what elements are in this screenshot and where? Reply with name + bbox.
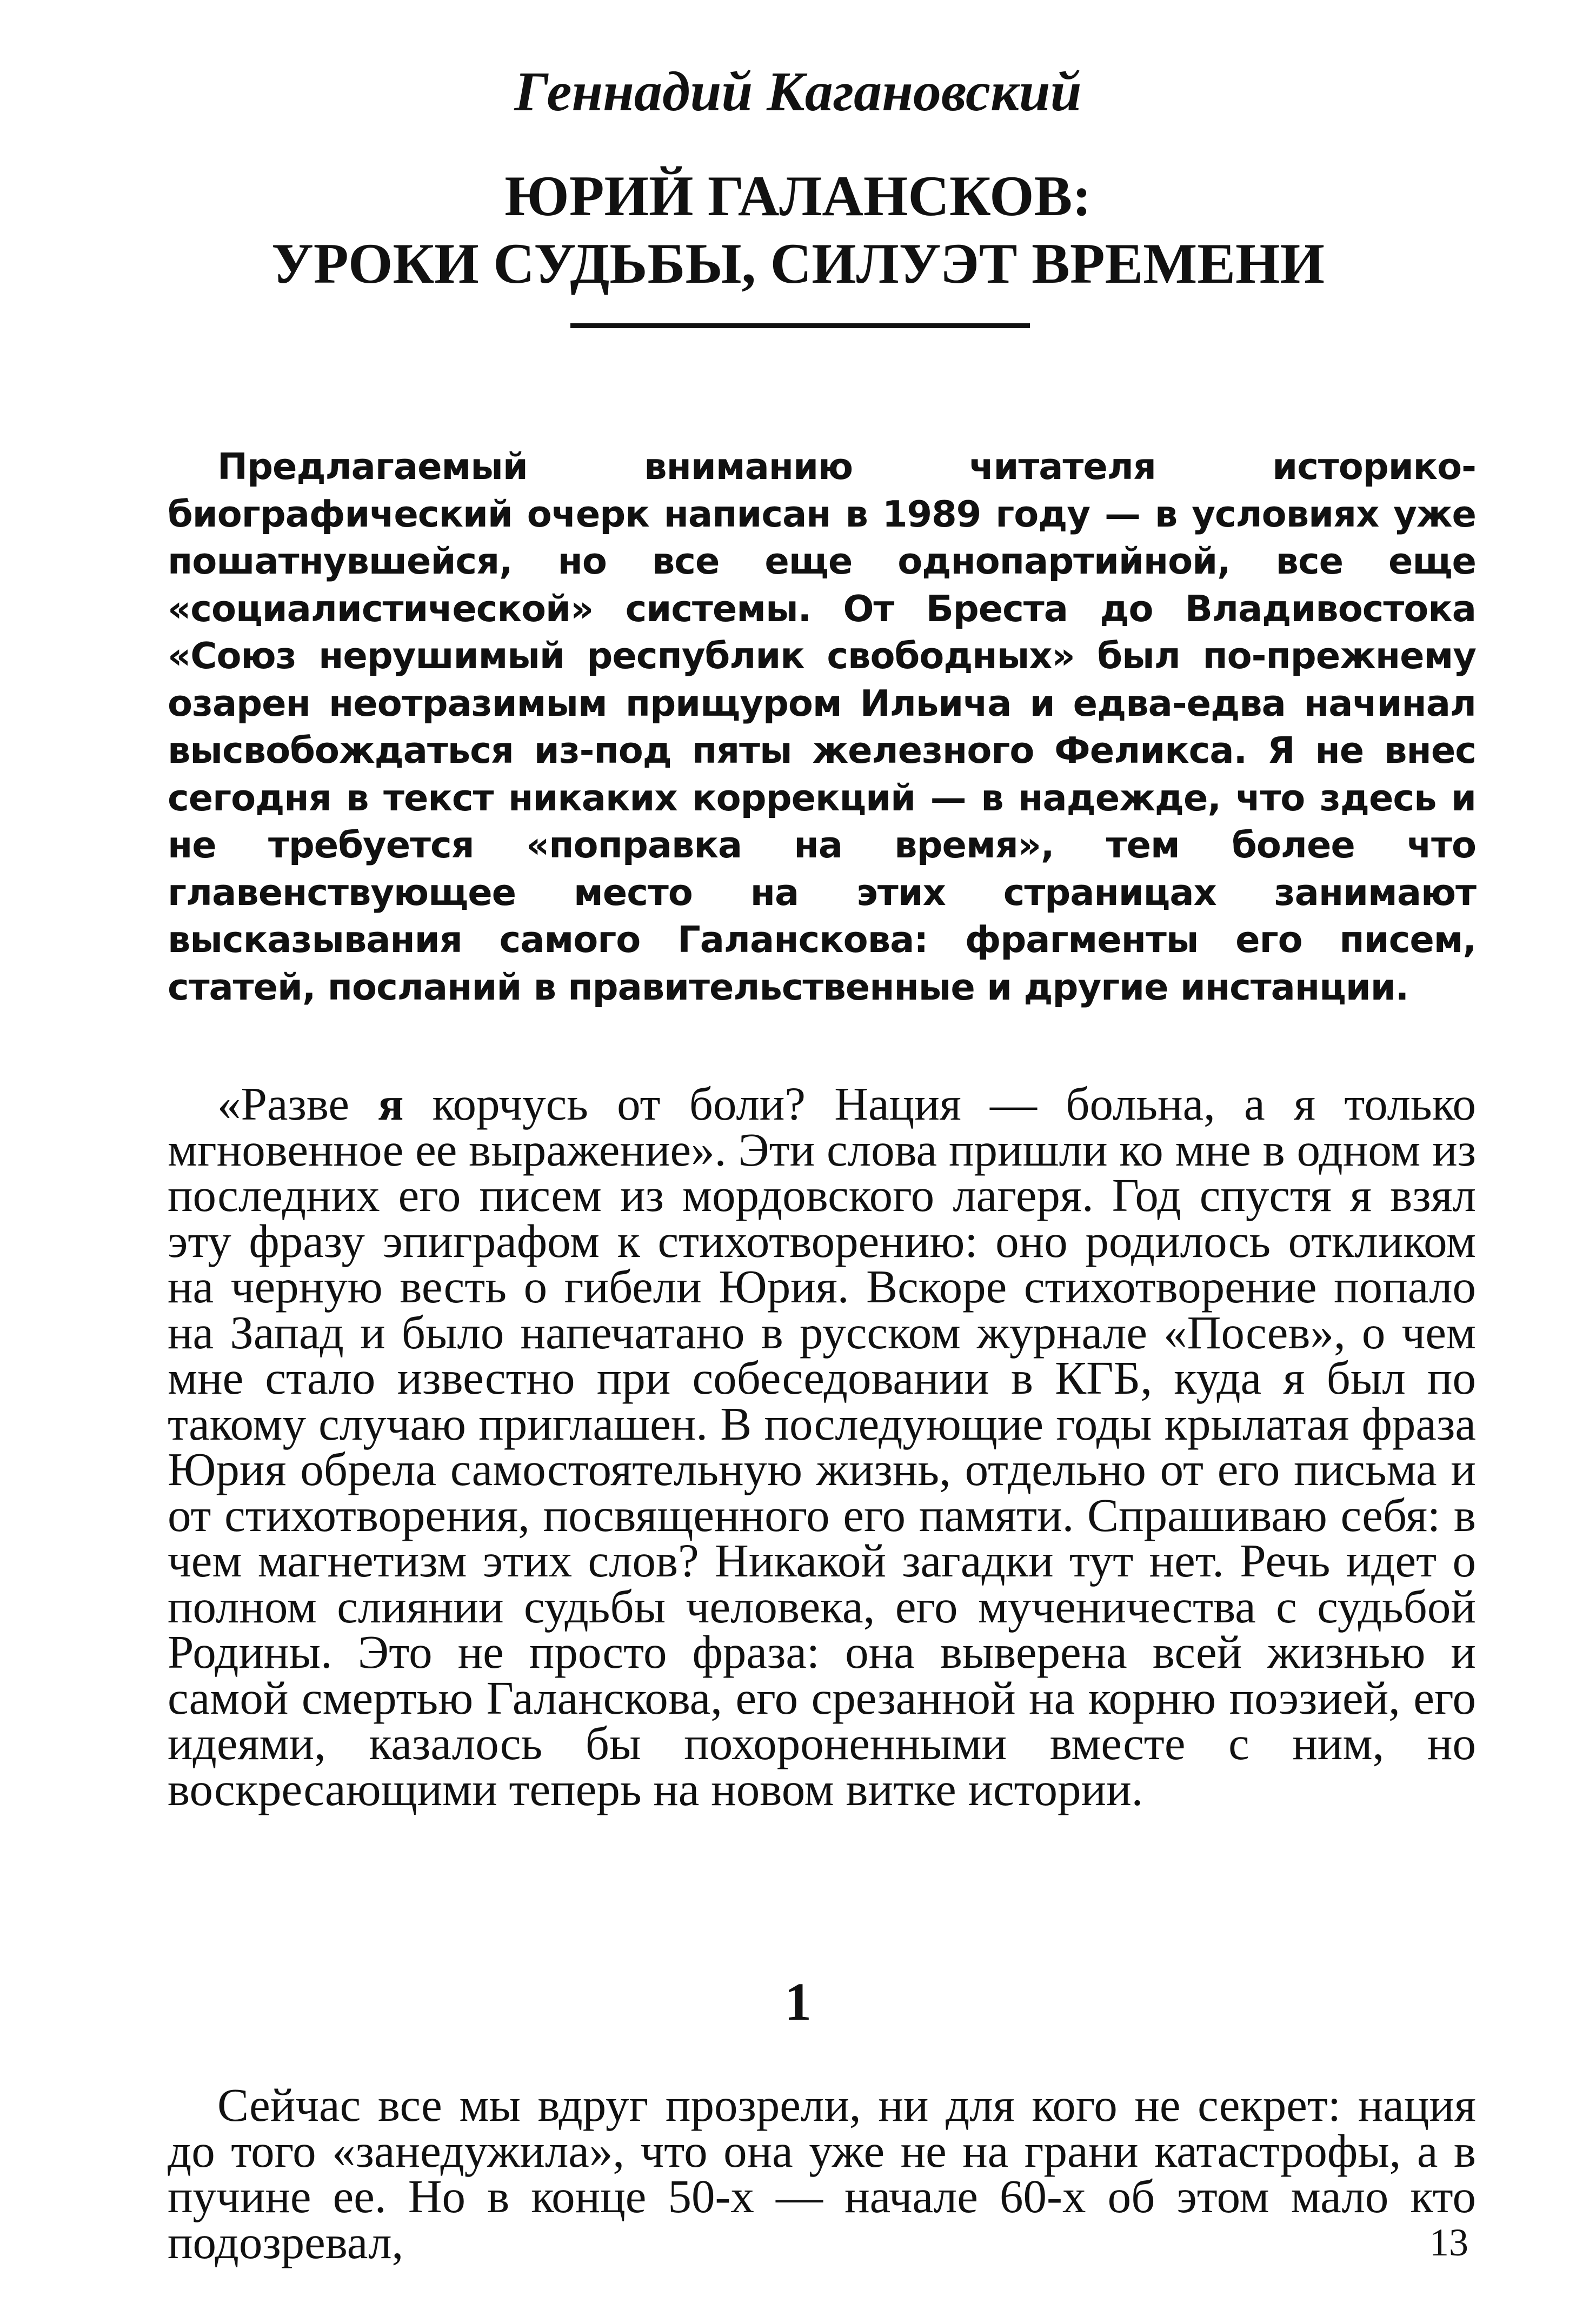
body-paragraph-1: [168, 1077, 1476, 1815]
body-paragraph-2: Сейчас все мы вдруг прозрели, ни для кого не секрет: нация до того «занедужила», что она уже не на грани катастрофы, а в пучине ее. Но в конце 50-х — начале 60-х об этом мало кто подозревал,: [168, 2079, 1476, 2268]
title-divider: [570, 323, 1030, 328]
paragraph-1-emphasis: я: [378, 1077, 404, 1130]
title-line-2: УРОКИ СУДЬБЫ, СИЛУЭТ ВРЕМЕНИ: [271, 232, 1325, 295]
author-name: Геннадий Кагановский: [514, 61, 1082, 123]
section-number: 1: [784, 1972, 812, 2032]
article-title: [0, 162, 1596, 297]
paragraph-1-rest: корчусь от боли? Нация — больна, а я только мгновенное ее выражение». Эти слова пришли ко мне в одном из последних его писем из мордовского лагеря. Год спустя я взял эту фразу эпиграфом к стихотворению: оно родилось откликом на черную весть о гибели Юрия. Вскоре стихотворение попало на Запад и было напечатано в русском журнале «Посев», о чем мне стало известно при собеседовании в КГБ, куда я был по такому случаю приглашен. В последующие годы крылатая фраза Юрия обрела самостоятельную жизнь, отдельно от его письма и от стихотворения, посвященного его памяти. Спрашиваю себя: в чем магнетизм этих слов? Никакой загадки тут нет. Речь идет о полном слиянии судьбы человека, его мученичества с судьбой Родины. Это не просто фраза: она выверена всей жизнью и самой смертью Галанскова, его срезанной на корню поэзией, его идеями, казалось бы похороненными вместе с ним, но воскресающими теперь на новом витке истории.: [168, 1077, 1476, 1815]
paragraph-1-start: «Разве: [217, 1077, 378, 1130]
title-line-1: ЮРИЙ ГАЛАНСКОВ:: [504, 164, 1092, 228]
page-number: 13: [1429, 2221, 1468, 2264]
abstract-paragraph: Предлагаемый вниманию читателя историко-биографический очерк написан в 1989 году — в условиях уже пошатнувшейся, но все еще однопартийной, все еще «социалистической» системы. От Бреста до Владивостока «Союз нерушимый республик свободных» был по-прежнему озарен неотразимым прищуром Ильича и едва-едва начинал высвобождаться из-под пяты железного Феликса. Я не внес сегодня в текст никаких коррекций — в надежде, что здесь и не требуется «поправка на время», тем более что главенствующее место на этих страницах занимают высказывания самого Галанскова: фрагменты его писем, статей, посланий в правительственные и другие инстанции.: [168, 445, 1476, 1008]
